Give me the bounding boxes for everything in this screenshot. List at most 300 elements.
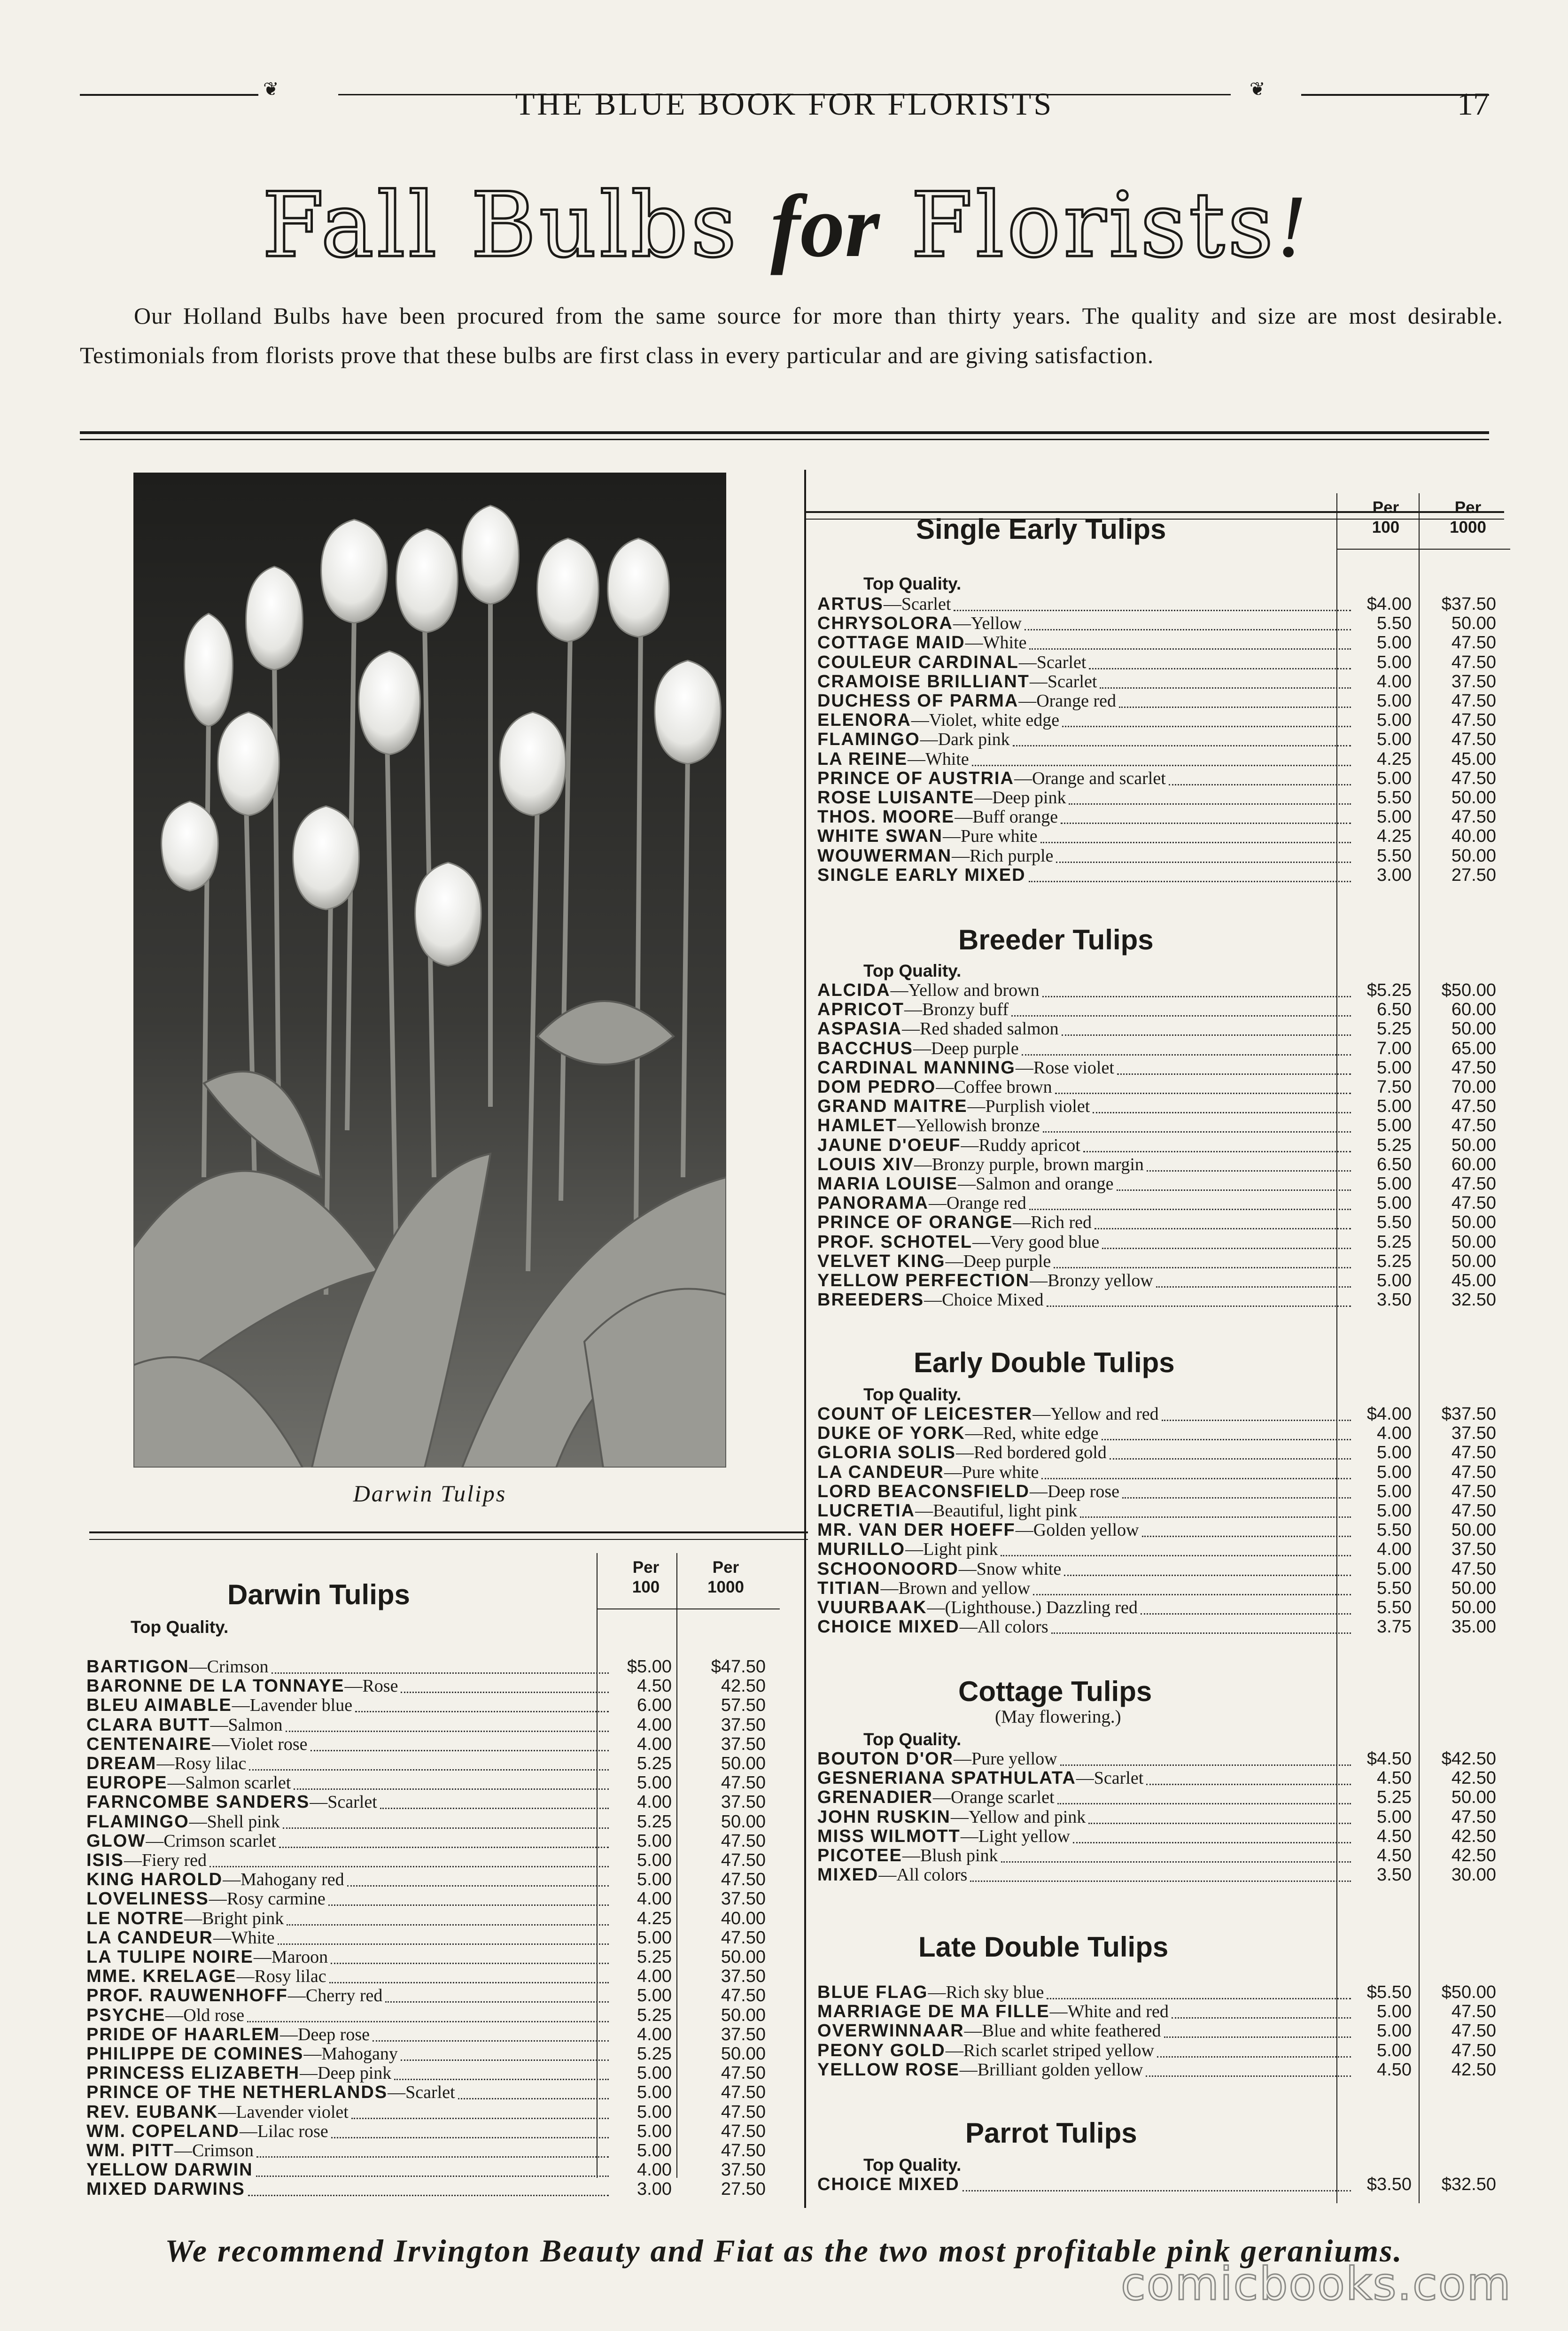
price-row	[817, 1405, 1510, 1424]
leader-dots	[329, 1982, 609, 1983]
variety-label: GRENADIER	[817, 1787, 933, 1808]
leader-dots	[1080, 1516, 1351, 1518]
variety-description: Deep purple	[963, 1251, 1051, 1271]
variety-name	[817, 692, 1116, 711]
leader-dots	[249, 1769, 609, 1771]
footer-recommendation: We recommend Irvington Beauty and Fiat as the two most profitable pink geraniums.	[165, 2233, 1403, 2269]
variety-description: Pure white	[960, 826, 1038, 847]
price-per-100: 5.00	[1377, 1501, 1412, 1521]
variety-description: Scarlet	[1094, 1768, 1144, 1788]
dash-separator: —	[189, 1657, 207, 1677]
leader-dots	[1033, 1594, 1351, 1595]
variety-label: MR. VAN DER HOEFF	[817, 1520, 1016, 1540]
variety-description: Snow white	[976, 1559, 1062, 1579]
leader-dots	[1119, 707, 1351, 708]
variety-label: CHOICE MIXED	[817, 2175, 960, 2194]
price-per-100: 5.00	[637, 1870, 672, 1890]
variety-name	[86, 1870, 344, 1889]
price-per-1000: 57.50	[721, 1695, 766, 1716]
dash-separator: —	[952, 846, 970, 866]
price-per-100: 5.00	[637, 1927, 672, 1948]
price-per-1000: 47.50	[721, 1986, 766, 2006]
variety-label: EUROPE	[86, 1773, 168, 1793]
variety-label: JAUNE D'OEUF	[817, 1135, 961, 1155]
variety-description: Ruddy apricot	[978, 1135, 1080, 1155]
price-per-1000: 47.50	[1451, 710, 1496, 730]
variety-description: Rosy lilac	[174, 1754, 247, 1773]
leader-dots	[1102, 1248, 1351, 1249]
variety-description: Scarlet	[405, 2082, 455, 2103]
variety-label: TITIAN	[817, 1578, 881, 1598]
variety-label: GLORIA SOLIS	[817, 1443, 956, 1463]
price-per-1000: $32.50	[1441, 2175, 1496, 2194]
price-row	[817, 2002, 1510, 2021]
section-title: Cottage Tulips	[958, 1676, 1152, 1707]
leader-dots	[1029, 648, 1351, 650]
variety-description: Lavender blue	[249, 1695, 353, 1716]
price-per-1000: 50.00	[1451, 1212, 1496, 1233]
dash-separator: —	[1018, 691, 1037, 711]
variety-label: APRICOT	[817, 1000, 904, 1020]
price-per-1000: 50.00	[1451, 1019, 1496, 1039]
price-per-1000: 37.50	[721, 1966, 766, 1987]
dash-separator: —	[928, 1193, 947, 1213]
variety-name	[817, 614, 1022, 633]
variety-label: BLEU AIMABLE	[86, 1695, 232, 1716]
variety-label: LE NOTRE	[86, 1908, 185, 1928]
price-per-100: 5.00	[637, 2121, 672, 2141]
price-per-1000: 42.50	[1451, 1826, 1496, 1846]
variety-label: KING HAROLD	[86, 1870, 223, 1890]
variety-label: CRAMOISE BRILLIANT	[817, 671, 1030, 692]
leader-dots	[1146, 2075, 1351, 2077]
price-per-1000: 47.50	[1451, 1501, 1496, 1521]
price-per-100: 5.50	[1377, 614, 1412, 634]
price-per-1000: 70.00	[1451, 1077, 1496, 1097]
variety-label: ISIS	[86, 1850, 124, 1870]
variety-name	[817, 1097, 1090, 1116]
leader-dots	[1147, 1170, 1351, 1172]
variety-description: Deep pink	[318, 2063, 392, 2083]
variety-description: Crimson	[207, 1657, 269, 1677]
variety-name	[817, 827, 1038, 846]
price-per-100: 5.25	[637, 1947, 672, 1967]
leader-dots	[373, 2040, 609, 2042]
price-per-100: 3.00	[1377, 865, 1412, 885]
variety-name	[817, 1617, 1048, 1637]
price-row	[817, 1174, 1510, 1194]
leader-dots	[210, 1866, 609, 1867]
leader-dots	[380, 1808, 609, 1809]
price-per-1000: 47.50	[1451, 633, 1496, 653]
leader-dots	[1093, 1112, 1351, 1113]
title-part-2: for	[770, 177, 880, 276]
variety-label: PHILIPPE DE COMINES	[86, 2044, 304, 2064]
variety-label: CHOICE MIXED	[817, 1617, 960, 1637]
variety-description: Very good blue	[990, 1232, 1100, 1252]
price-per-1000: 50.00	[1451, 1598, 1496, 1617]
price-row	[817, 2060, 1510, 2080]
price-per-100: 5.00	[1377, 1057, 1412, 1078]
dash-separator: —	[972, 1232, 991, 1252]
variety-label: MURILLO	[817, 1539, 906, 1560]
variety-name	[817, 1019, 1059, 1039]
price-per-100: 5.25	[637, 2044, 672, 2064]
price-per-1000: 32.50	[1451, 1290, 1496, 1310]
leader-dots	[1069, 803, 1351, 805]
variety-label: ARTUS	[817, 594, 884, 614]
dash-separator: —	[944, 1462, 962, 1482]
column-header-per: Per	[1372, 498, 1399, 517]
variety-description: Golden yellow	[1033, 1520, 1139, 1540]
leader-dots	[1062, 726, 1351, 727]
variety-name	[86, 2025, 370, 2044]
variety-description: White	[925, 749, 969, 769]
variety-label: FLAMINGO	[817, 730, 920, 750]
variety-name	[817, 2175, 960, 2194]
price-row	[817, 1846, 1510, 1865]
dash-separator: —	[904, 1000, 922, 1020]
leader-dots	[1001, 1555, 1351, 1556]
price-row	[817, 1194, 1510, 1213]
variety-label: PEONY GOLD	[817, 2040, 946, 2060]
darwin-rule-bottom	[89, 1539, 808, 1540]
price-per-100: $5.25	[1366, 980, 1412, 1000]
price-per-1000: 50.00	[721, 1754, 766, 1773]
variety-description: Beautiful, light pink	[933, 1501, 1078, 1521]
price-per-1000: 47.50	[721, 2121, 766, 2141]
variety-label: ELENORA	[817, 710, 911, 730]
dash-separator: —	[165, 2005, 184, 2025]
price-row	[86, 2141, 780, 2160]
price-row	[817, 1271, 1510, 1290]
variety-description: Scarlet	[1036, 652, 1087, 672]
variety-description: Bronzy buff	[922, 1000, 1009, 1020]
price-per-100: 5.25	[1377, 1787, 1412, 1808]
price-row	[86, 1677, 780, 1696]
leader-dots	[1055, 1093, 1351, 1094]
variety-name	[86, 1889, 326, 1909]
dash-separator: —	[223, 1870, 241, 1890]
variety-label: GLOW	[86, 1831, 146, 1851]
variety-name	[817, 981, 1040, 1000]
leader-dots	[1089, 668, 1351, 669]
variety-name	[817, 788, 1066, 808]
leader-dots	[1062, 1034, 1351, 1036]
variety-name	[817, 1252, 1051, 1271]
variety-label: GESNERIANA SPATHULATA	[817, 1768, 1076, 1788]
variety-name	[817, 769, 1166, 788]
price-per-100: 5.50	[1377, 1212, 1412, 1233]
price-per-100: $5.50	[1366, 1982, 1412, 2002]
column-header	[604, 1558, 688, 1597]
price-per-1000: 47.50	[721, 2102, 766, 2122]
section-rule-bottom	[80, 439, 1489, 440]
variety-name	[86, 1967, 326, 1986]
variety-name	[817, 1749, 1057, 1769]
price-per-1000: 47.50	[721, 2063, 766, 2083]
price-row	[86, 1696, 780, 1715]
variety-description: Coffee brown	[954, 1077, 1052, 1097]
variety-description: All colors	[977, 1617, 1048, 1637]
variety-name	[817, 1540, 998, 1559]
page-number: 17	[1457, 86, 1489, 122]
price-per-100: $4.00	[1366, 1404, 1412, 1424]
dash-separator: —	[965, 1423, 983, 1444]
leader-dots	[1001, 1861, 1351, 1863]
dash-separator: —	[878, 1865, 897, 1885]
variety-label: LUCRETIA	[817, 1501, 916, 1521]
price-row	[817, 711, 1510, 730]
price-row	[817, 1058, 1510, 1078]
photo-caption: Darwin Tulips	[353, 1480, 507, 1507]
variety-label: LA TULIPE NOIRE	[86, 1947, 254, 1967]
price-per-100: 4.25	[1377, 749, 1412, 769]
price-per-100: 5.00	[1377, 1174, 1412, 1194]
variety-label: VUURBAAK	[817, 1598, 927, 1617]
variety-label: MARRIAGE DE MA FILLE	[817, 2002, 1050, 2022]
column-header-qty: 1000	[1450, 518, 1486, 536]
variety-name	[817, 1983, 1044, 2002]
leader-dots	[1029, 1209, 1351, 1210]
dash-separator: —	[958, 1559, 977, 1579]
variety-description: Yellow and pink	[968, 1807, 1086, 1827]
variety-label: DREAM	[86, 1754, 157, 1773]
price-row	[817, 866, 1510, 885]
price-row	[817, 1749, 1510, 1769]
column-header-qty: 100	[632, 1578, 660, 1596]
dash-separator: —	[184, 1908, 202, 1928]
price-per-1000: 47.50	[1451, 1462, 1496, 1482]
variety-name	[817, 1443, 1107, 1462]
variety-description: Violet rose	[230, 1734, 308, 1754]
darwin-tulips-photo	[133, 473, 726, 1468]
price-row	[817, 1463, 1510, 1482]
price-row	[817, 1039, 1510, 1058]
price-per-1000: 47.50	[1451, 691, 1496, 711]
variety-name	[86, 1851, 207, 1870]
price-per-1000: 30.00	[1451, 1865, 1496, 1885]
variety-name	[817, 1233, 1099, 1252]
price-per-100: 5.00	[1377, 633, 1412, 653]
variety-name	[86, 2006, 244, 2025]
price-row	[817, 614, 1510, 633]
leader-dots	[1162, 1420, 1351, 1421]
price-row	[817, 1769, 1510, 1788]
dash-separator: —	[953, 614, 971, 634]
price-per-1000: 47.50	[1451, 1481, 1496, 1501]
price-row	[817, 1579, 1510, 1598]
price-row	[817, 1598, 1510, 1617]
price-row	[817, 2041, 1510, 2060]
variety-label: FARNCOMBE SANDERS	[86, 1792, 310, 1812]
dash-separator: —	[959, 2059, 978, 2080]
price-row	[817, 672, 1510, 692]
variety-description: White and red	[1067, 2002, 1169, 2022]
price-row	[86, 1716, 780, 1735]
running-title: THE BLUE BOOK FOR FLORISTS	[515, 86, 1054, 122]
price-per-1000: 50.00	[1451, 1135, 1496, 1155]
leader-dots	[1051, 1632, 1351, 1634]
price-row	[817, 788, 1510, 808]
price-per-1000: 40.00	[1451, 826, 1496, 847]
price-per-1000: 65.00	[1451, 1038, 1496, 1058]
variety-label: MME. KRELAGE	[86, 1966, 237, 1987]
variety-name	[86, 1696, 352, 1715]
price-per-1000: 50.00	[1451, 1232, 1496, 1252]
variety-description: Bronzy purple, brown margin	[931, 1154, 1144, 1174]
variety-label: WM. COPELAND	[86, 2121, 240, 2141]
price-row	[817, 1000, 1510, 1019]
price-row	[817, 1136, 1510, 1155]
leader-dots	[1057, 1803, 1351, 1804]
variety-label: VELVET KING	[817, 1251, 946, 1271]
leader-dots	[278, 1943, 609, 1945]
price-row	[86, 2083, 780, 2102]
price-per-100: 5.50	[1377, 1520, 1412, 1540]
price-row	[86, 1948, 780, 1967]
price-row	[86, 1870, 780, 1889]
variety-name	[817, 653, 1086, 672]
leader-dots	[1141, 1613, 1351, 1615]
price-per-1000: 50.00	[1451, 1578, 1496, 1598]
price-row	[817, 1865, 1510, 1885]
price-row	[86, 1735, 780, 1754]
dash-separator: —	[212, 1734, 230, 1754]
tulips-photo-icon	[133, 473, 726, 1468]
variety-name	[86, 1716, 283, 1735]
price-row	[817, 595, 1510, 614]
dash-separator: —	[210, 1715, 228, 1735]
price-row	[86, 1986, 780, 2005]
price-per-1000: 47.50	[1451, 768, 1496, 788]
variety-description: Yellow and brown	[908, 980, 1040, 1000]
price-per-100: 5.00	[1377, 652, 1412, 672]
dash-separator: —	[933, 1787, 951, 1808]
price-per-100: 5.00	[637, 1986, 672, 2006]
variety-label: WOUWERMAN	[817, 846, 952, 866]
section-title: Early Double Tulips	[914, 1347, 1175, 1378]
dash-separator: —	[928, 1982, 946, 2002]
leader-dots	[347, 1885, 609, 1887]
page-title	[0, 173, 1568, 277]
leader-dots	[401, 1692, 609, 1693]
dash-separator: —	[936, 1077, 954, 1097]
price-per-100: 5.50	[1377, 846, 1412, 866]
variety-description: Brilliant golden yellow	[977, 2059, 1143, 2080]
variety-description: Rich purple	[970, 846, 1054, 866]
dash-separator: —	[959, 1617, 978, 1637]
variety-label: PRINCE OF AUSTRIA	[817, 768, 1014, 788]
leader-dots	[1102, 1439, 1351, 1440]
price-per-100: 4.00	[1377, 671, 1412, 692]
dash-separator: —	[920, 730, 938, 750]
leader-dots	[1156, 1286, 1351, 1288]
section-rule-top	[80, 431, 1489, 434]
dash-separator: —	[174, 2141, 192, 2160]
leader-dots	[1042, 996, 1351, 997]
price-per-1000: 47.50	[1451, 1116, 1496, 1136]
price-per-100: 7.50	[1377, 1077, 1412, 1097]
variety-label: MIXED	[817, 1865, 879, 1885]
price-per-100: 4.50	[1377, 1846, 1412, 1865]
price-per-100: 5.00	[1377, 691, 1412, 711]
leader-dots	[1011, 1015, 1351, 1017]
price-per-100: 4.50	[1377, 2059, 1412, 2080]
dash-separator: —	[236, 1966, 255, 1987]
price-per-1000: 47.50	[1451, 807, 1496, 827]
variety-description: Purplish violet	[985, 1096, 1090, 1117]
price-per-100: 4.00	[637, 1889, 672, 1909]
leader-dots	[1047, 1998, 1351, 1999]
dash-separator: —	[945, 1251, 963, 1271]
price-row	[817, 653, 1510, 672]
leader-dots	[1041, 1478, 1351, 1479]
price-per-100: 5.50	[1377, 1578, 1412, 1598]
variety-name	[817, 730, 1010, 749]
price-per-1000: $47.50	[711, 1657, 766, 1677]
variety-label: ROSE LUISANTE	[817, 788, 975, 808]
price-row	[817, 808, 1510, 827]
dash-separator: —	[156, 1754, 175, 1773]
price-per-100: 5.50	[1377, 788, 1412, 808]
variety-name	[817, 1846, 998, 1865]
price-per-100: 4.25	[1377, 826, 1412, 847]
variety-name	[817, 808, 1058, 827]
top-quality-label: Top Quality.	[863, 2155, 962, 2175]
variety-description: Light yellow	[978, 1826, 1070, 1846]
variety-name	[817, 1788, 1055, 1807]
watermark: comicbooks.com	[1120, 2258, 1512, 2310]
variety-label: LA CANDEUR	[817, 1462, 944, 1482]
price-per-1000: 37.50	[721, 1715, 766, 1735]
dash-separator: —	[907, 749, 925, 769]
leader-dots	[1110, 1458, 1351, 1460]
dash-separator: —	[897, 1116, 916, 1136]
price-per-1000: 37.50	[1451, 1539, 1496, 1560]
top-quality-label: Top Quality.	[863, 1730, 962, 1749]
dash-separator: —	[960, 1826, 978, 1846]
variety-name	[86, 1948, 328, 1967]
variety-label: WHITE SWAN	[817, 826, 943, 847]
dash-separator: —	[913, 1038, 931, 1058]
variety-description: Deep rose	[298, 2024, 370, 2044]
leader-dots	[272, 1672, 609, 1674]
variety-description: Rich red	[1031, 1212, 1092, 1233]
price-per-100: 5.00	[1377, 1443, 1412, 1463]
price-per-1000: 60.00	[1451, 1154, 1496, 1174]
variety-description: Old rose	[183, 2005, 245, 2025]
leader-dots	[1029, 881, 1351, 882]
variety-name	[86, 1812, 280, 1832]
variety-description: Yellow	[970, 614, 1022, 634]
price-per-100: $3.50	[1366, 2175, 1412, 2194]
variety-name	[817, 1424, 1099, 1443]
dash-separator: —	[915, 1501, 933, 1521]
price-row	[817, 769, 1510, 788]
price-per-100: $4.50	[1366, 1749, 1412, 1769]
price-per-100: 5.00	[1377, 768, 1412, 788]
variety-label: CENTENAIRE	[86, 1734, 212, 1754]
price-row	[817, 1233, 1510, 1252]
variety-description: Red shaded salmon	[920, 1019, 1059, 1039]
column-header-qty: 1000	[707, 1578, 744, 1596]
dash-separator: —	[958, 1174, 976, 1194]
price-per-100: 5.00	[637, 2063, 672, 2083]
price-row	[817, 1482, 1510, 1501]
price-per-100: 6.50	[1377, 1000, 1412, 1020]
price-row	[86, 1773, 780, 1793]
